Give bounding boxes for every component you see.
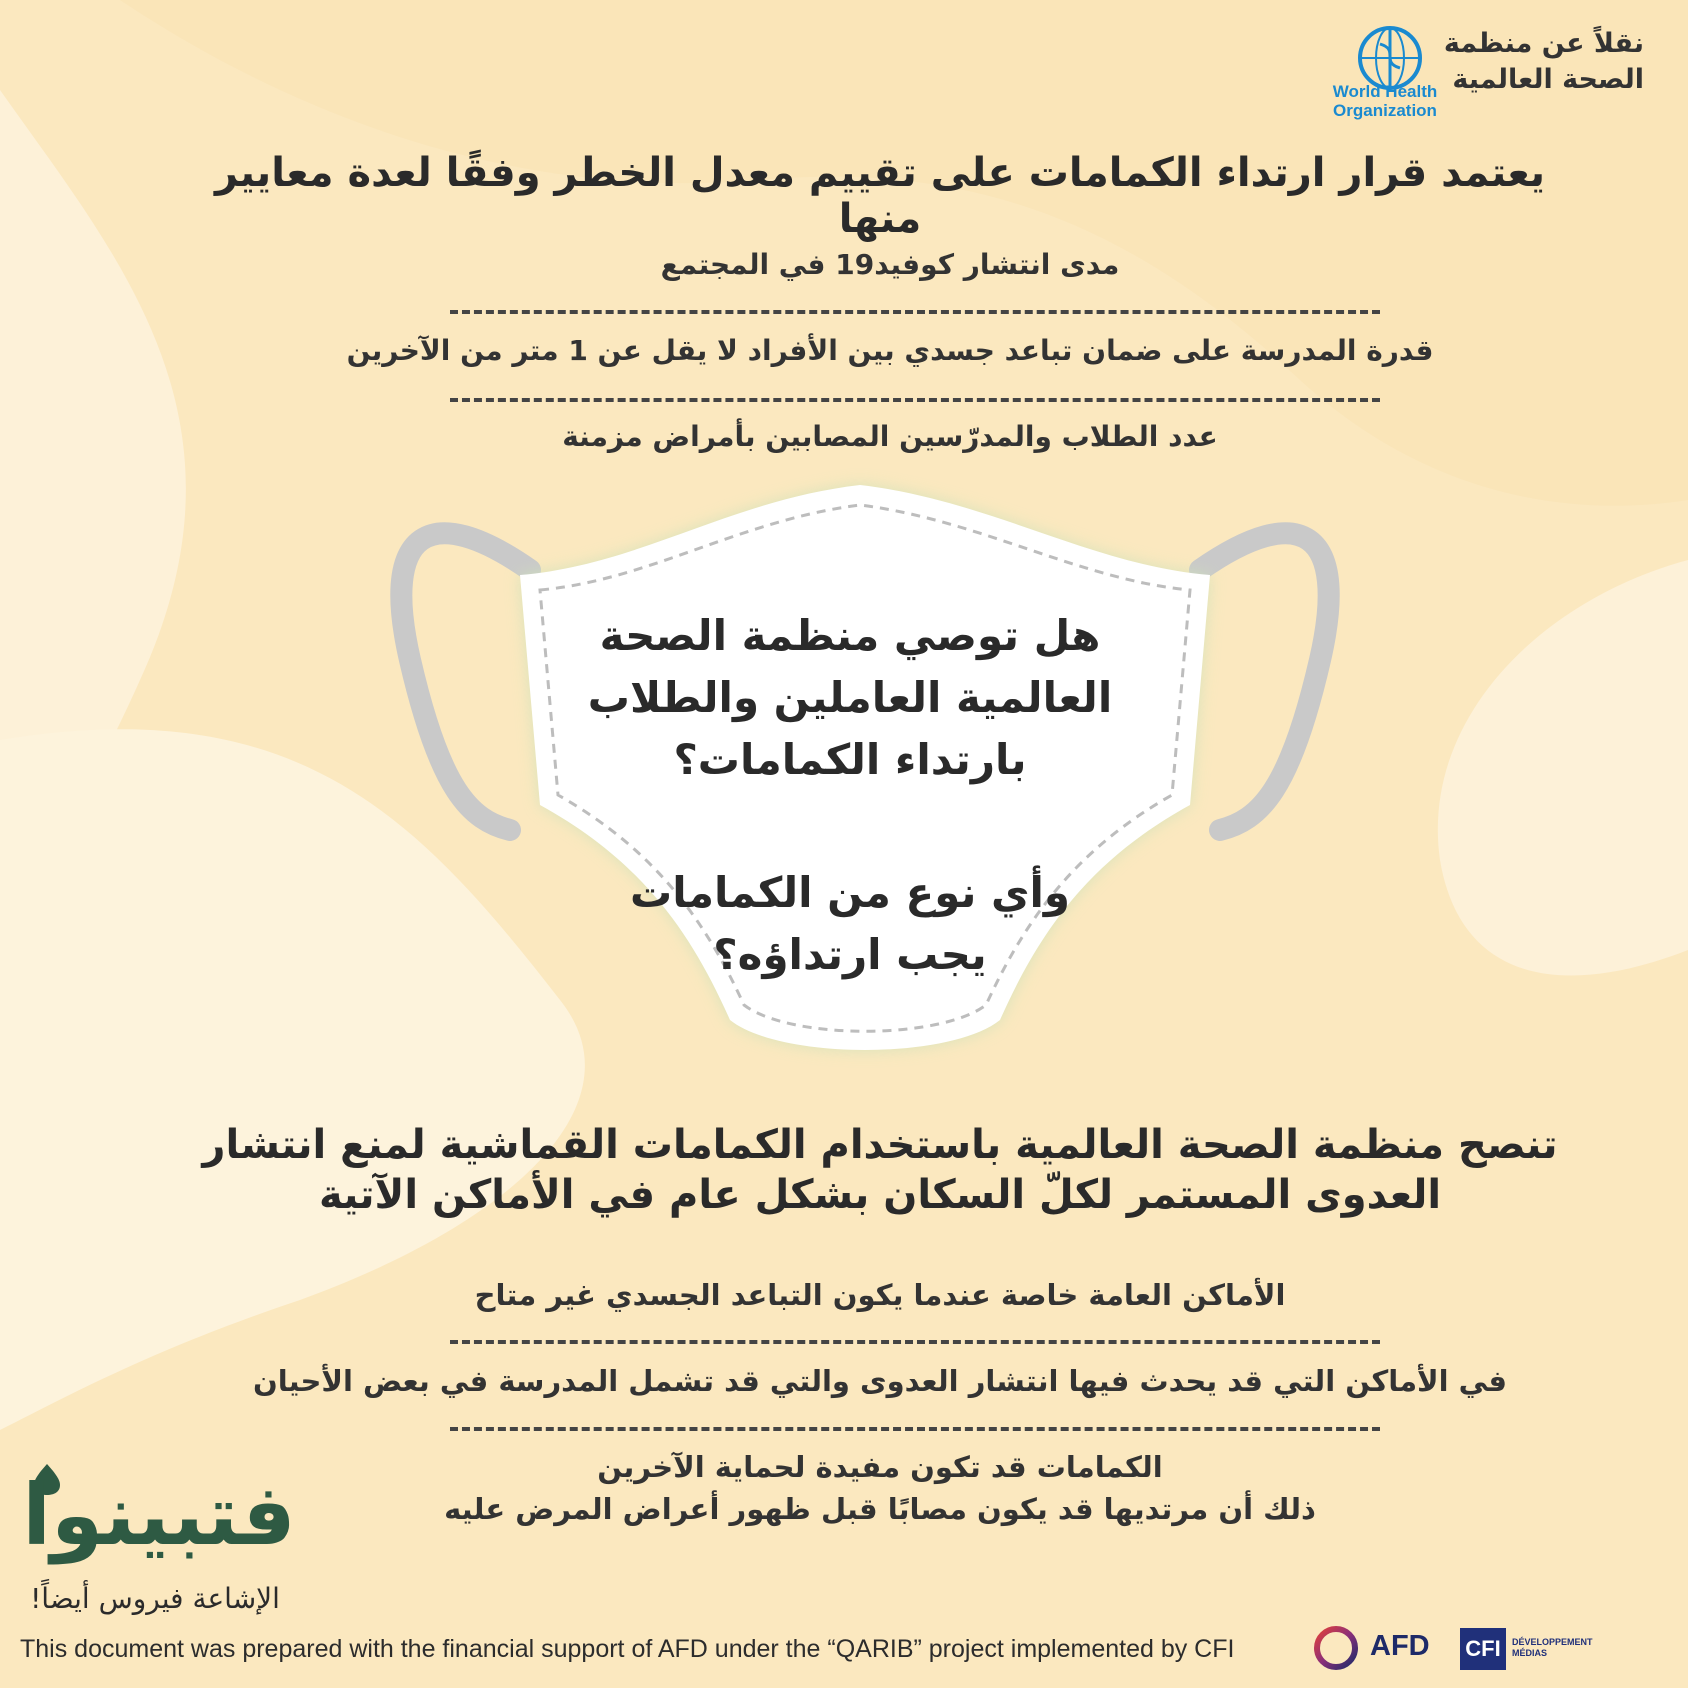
divider (450, 310, 1380, 314)
place-public: الأماكن العامة خاصة عندما يكون التباعد الجسدي غير متاح (474, 1278, 1286, 1312)
criterion-chronic-illness: عدد الطلاب والمدرّسين المصابين بأمراض مزمنة (562, 420, 1218, 453)
mask-question-2-line-1: وأي نوع من الكمامات (630, 868, 1070, 917)
divider (450, 398, 1380, 402)
cfi-logo: CFI (1460, 1628, 1506, 1670)
mask-question-2-line-2: يجب ارتداؤه؟ (713, 930, 987, 979)
brand-tagline: الإشاعة فيروس أيضاً! (30, 1582, 280, 1615)
cfi-subtitle-line-2: MÉDIAS (1512, 1648, 1548, 1658)
mask-question-1-line-1: هل توصي منظمة الصحة (599, 611, 1101, 660)
place-transmission-areas: في الأماكن التي قد يحدث فيها انتشار العدوى والتي قد تشمل المدرسة في بعض الأحيان (252, 1364, 1507, 1398)
criterion-spread: مدى انتشار كوفيد19 في المجتمع (660, 248, 1120, 281)
recommendation-line-2: العدوى المستمر لكلّ السكان بشكل عام في الأماكن الآتية (318, 1172, 1442, 1218)
who-logo-line-2: Organization (1333, 101, 1437, 120)
criterion-distancing: قدرة المدرسة على ضمان تباعد جسدي بين الأفراد لا يقل عن 1 متر من الآخرين (346, 334, 1434, 367)
note-presymptomatic: ذلك أن مرتديها قد يكون مصابًا قبل ظهور أعراض المرض عليه (444, 1492, 1316, 1526)
funding-statement: This document was prepared with the financial support of AFD under the “QARIB” project implemented by CFI (20, 1635, 1235, 1663)
recommendation-line-1: تنصح منظمة الصحة العالمية باستخدام الكمامات القماشية لمنع انتشار (202, 1122, 1558, 1168)
who-logo-text (1325, 82, 1445, 120)
cfi-logo-subtitle (1512, 1637, 1593, 1659)
cfi-subtitle-line-1: DÉVELOPPEMENT (1512, 1637, 1593, 1647)
who-logo-line-1: World Health (1332, 82, 1438, 101)
divider (450, 1340, 1380, 1344)
headline: يعتمد قرار ارتداء الكمامات على تقييم معدل الخطر وفقًا لعدة معايير منها (214, 150, 1546, 242)
brand-logo-text: فتبينوا (22, 1466, 296, 1564)
mask-question-1-line-3: بارتداء الكمامات؟ (673, 735, 1027, 784)
afd-ring-icon (1312, 1624, 1360, 1672)
divider (450, 1427, 1380, 1431)
attribution-text: نقلاً عن منظمة الصحة العالمية (1443, 28, 1644, 95)
mask-question-1-line-2: العالمية العاملين والطلاب (587, 673, 1113, 722)
recommendation-heading (180, 1120, 1580, 1220)
afd-logo-text: AFD (1370, 1630, 1430, 1662)
note-protect-others: الكمامات قد تكون مفيدة لحماية الآخرين (597, 1450, 1163, 1484)
